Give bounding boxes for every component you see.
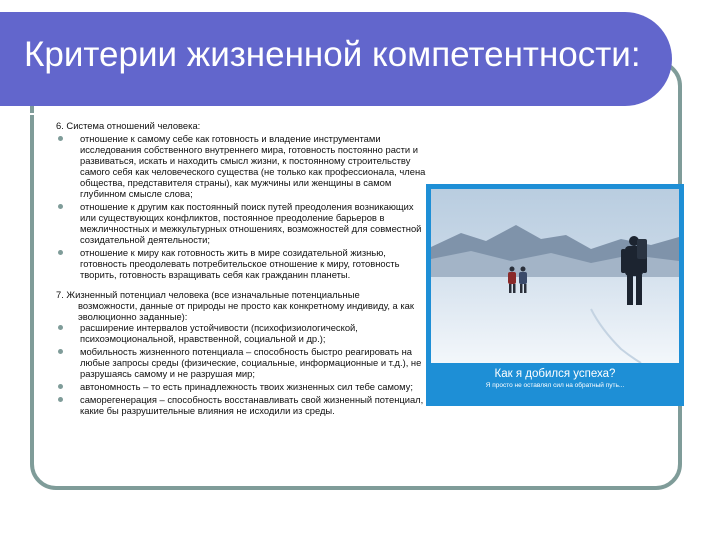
- snow-hikers-image: [431, 189, 679, 363]
- list-item: расширение интервалов устойчивости (психофизиологической, психоэмоциональной, нравственной, социальной и др.);: [56, 322, 432, 344]
- list-item: отношение к самому себе как готовность и владение инструментами исследования собственного внутреннего мира, готовность постоянно расти и развиваться, искать и находить смысл жизни, к постоянному строительству самого себя как человеческого существа (не только как профессионала, члена общества, представителя страны), как мужчины или женщины в самом глубинном смысле слова;: [56, 133, 432, 199]
- section-6-heading: 6. Система отношений человека:: [56, 120, 201, 131]
- bullet-icon: [58, 384, 63, 389]
- slide-content: [56, 120, 432, 418]
- list-item: отношение к миру как готовность жить в мире созидательной жизнью, готовность преодолевать потребительское отношение к миру, готовность творить, готовность взращивать себя как гражданин планеты.: [56, 247, 432, 280]
- section-7-heading: 7. Жизненный потенциал человека (все изначальные потенциальные возможности, данные от природы не просто как конкретному индивиду, а как эволюционно заданные):: [56, 289, 414, 322]
- bullet-icon: [58, 325, 63, 330]
- list-item: отношение к другим как постоянный поиск путей преодоления возникающих или существующих конфликтов, постоянное преодоление барьеров в межличностных и межкультурных отношениях, возможностей для совместной созидательной деятельности;: [56, 201, 432, 245]
- bullet-icon: [58, 204, 63, 209]
- list-item: мобильность жизненного потенциала – способность быстро реагировать на любые запросы среды (физические, социальные, информационные и т.д.), не разрушаясь самому и не разрушая мир;: [56, 346, 432, 379]
- list-item: саморегенерация – способность восстанавливать свой жизненный потенциал, какие бы разрушительные влияния не исходили из среды.: [56, 394, 432, 416]
- section-6-list: [56, 133, 432, 280]
- bullet-icon: [58, 349, 63, 354]
- poster-caption: Как я добился успеха?: [494, 368, 616, 380]
- bullet-icon: [58, 136, 63, 141]
- bullet-icon: [58, 250, 63, 255]
- section-7: [56, 289, 432, 416]
- list-item: автономность – то есть принадлежность твоих жизненных сил тебе самому;: [56, 381, 432, 392]
- section-7-list: [56, 322, 432, 416]
- bullet-icon: [58, 397, 63, 402]
- title-underline: [0, 113, 640, 115]
- slide-title: Критерии жизненной компетентности:: [24, 35, 641, 74]
- motivational-poster: [426, 184, 684, 406]
- title-bar: [0, 12, 672, 106]
- poster-subcaption: Я просто не оставлял сил на обратный путь...: [485, 382, 625, 389]
